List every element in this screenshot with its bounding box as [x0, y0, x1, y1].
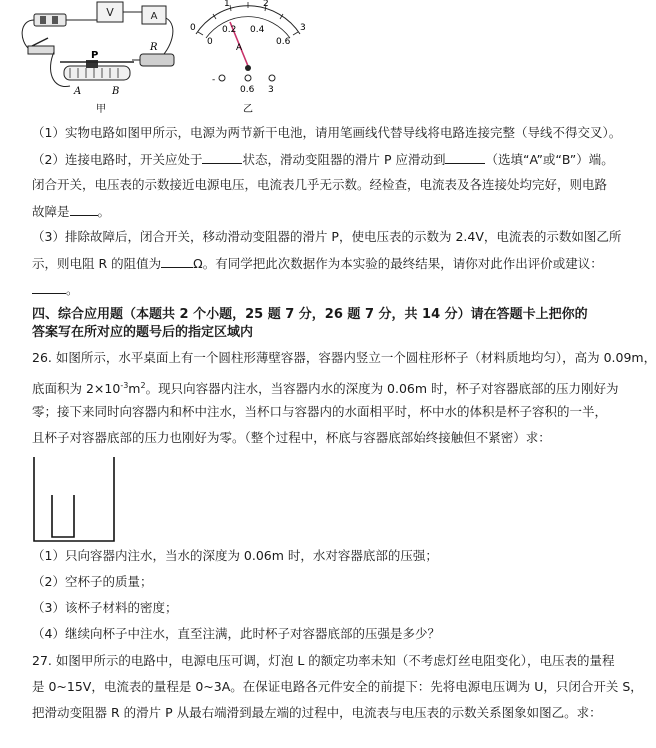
q3-line3-b: 。: [66, 282, 79, 297]
q2-text-c: （选填“A”或“B”）端。: [485, 152, 614, 167]
q3-line2: [32, 255, 603, 272]
q27-line1: 27. 如图甲所示的电路中，电源电压可调，灯泡 L 的额定功率未知（不考虑灯丝电阻变化），电压表的量程: [32, 653, 615, 668]
dial-top-0: 0: [190, 23, 196, 33]
battery-icon: [34, 14, 66, 26]
answer-blank-resistance[interactable]: [161, 255, 193, 268]
terminal-06: 0.6: [240, 85, 255, 95]
dial-top-2: 2: [263, 0, 269, 9]
q1-text: （1）实物电路如图甲所示，电源为两节新干电池，请用笔画线代替导线将电路连接完整（导线不得交叉）。: [32, 125, 622, 140]
q2-line3: [32, 203, 572, 220]
q26-line4: 且杯子对容器底部的压力也刚好为零。（整个过程中，杯底与容器底部始终接触但不紧密）求：: [32, 430, 551, 445]
q26-sub4: （4）继续向杯子中注水，直至注满，此时杯子对容器底部的压强是多少？: [32, 626, 440, 641]
q26-line2-exp2: 2: [140, 381, 146, 390]
dial-bottom-02: 0.2: [222, 25, 237, 35]
q26-line2-c: 。现只向容器内注水，当容器内水的深度为 0.06m 时，杯子对容器底部的压力刚好为: [145, 381, 619, 397]
q26-line1: 26. 如图所示，水平桌面上有一个圆柱形薄壁容器，容器内竖立一个圆柱形杯子（材料质地均匀），高为 0.09m，: [32, 350, 656, 365]
q2-line3-b: 。: [97, 204, 111, 219]
answer-blank-switch[interactable]: [202, 151, 242, 164]
dial-top-3: 3: [300, 23, 306, 33]
cup-icon: [52, 495, 74, 537]
q26-sub2: （2）空杯子的质量；: [32, 574, 153, 589]
rheostat-icon: [60, 60, 134, 80]
label-B-rheostat: B: [112, 86, 120, 97]
switch-icon: [28, 38, 54, 54]
q26-line3: 零；接下来同时向容器内和杯中注水，当杯口与容器内的水面相平时，杯中水的体积是杯子容积的一半，: [32, 404, 608, 419]
q26-sub3: （3）该杯子材料的密度；: [32, 600, 178, 615]
section4-heading-line2: 答案写在所对应的题号后的指定区域内: [32, 325, 254, 340]
q26-line2: [32, 378, 619, 397]
svg-text:V: V: [106, 6, 114, 19]
container-cup-figure: [30, 455, 120, 545]
q27-line3: 把滑动变阻器 R 的滑片 P 从最右端滑到最左端的过程中，电流表与电压表的示数关系图象如图乙。求：: [32, 705, 602, 720]
label-R: R: [150, 42, 158, 53]
answer-blank-slider[interactable]: [445, 151, 485, 164]
section4-heading-line1: 四、综合应用题（本题共 2 个小题，25 题 7 分，26 题 7 分，共 14 分）请在答题卡上把你的: [32, 307, 588, 322]
q2-text-b: 状态，滑动变阻器的滑片 P 应滑动到: [242, 152, 446, 167]
dial-bottom-06: 0.6: [276, 37, 291, 47]
q2-text-a: （2）连接电路时，开关应处于: [32, 152, 203, 167]
q26-line2-a: 底面积为 2×10: [32, 381, 121, 397]
ammeter-terminals: [219, 75, 275, 81]
q3-line3: [32, 281, 572, 298]
terminal-minus: -: [212, 75, 216, 85]
q27-line2: 是 0~15V，电流表的量程是 0~3A。在保证电路各元件安全的前提下：先将电源电压调为 U，只闭合开关 S，: [32, 679, 643, 694]
dial-bottom-0: 0: [207, 37, 213, 47]
answer-blank-fault[interactable]: [70, 203, 98, 216]
ammeter-small-icon: [142, 6, 166, 24]
circuit-figure: [0, 0, 592, 120]
resistor-icon: [132, 54, 174, 66]
voltmeter-icon: [97, 2, 123, 22]
figure-label-jia: 甲: [96, 104, 106, 115]
q2-line3-a: 故障是: [32, 204, 70, 219]
q3-line1: （3）排除故障后，闭合开关，移动滑动变阻器的滑片 P，使电压表的示数为 2.4V，电流表的示数如图乙所: [32, 229, 622, 244]
figure-label-yi: 乙: [243, 104, 253, 115]
dial-needle-label: A: [236, 43, 243, 53]
q3-line2-b: Ω。有同学把此次数据作为本实验的最终结果，请你对此作出评价或建议：: [193, 256, 603, 271]
label-P: P: [91, 50, 99, 61]
label-A-rheostat: A: [74, 86, 82, 97]
q3-line2-a: 示，则电阻 R 的阻值为: [32, 256, 162, 271]
q26-line2-b: m: [128, 381, 141, 397]
q26-line2-exp: -3: [120, 381, 129, 390]
answer-blank-evaluation[interactable]: [32, 281, 66, 294]
q2-line2: 闭合开关，电压表的示数接近电源电压，电流表几乎无示数。经检查，电流表及各连接处均完好，则电路: [32, 177, 608, 192]
terminal-3: 3: [268, 85, 274, 95]
q26-sub1: （1）只向容器内注水，当水的深度为 0.06m 时，水对容器底部的压强；: [32, 548, 438, 563]
dial-top-1: 1: [224, 0, 230, 9]
q2-line1: [32, 151, 614, 168]
dial-bottom-04: 0.4: [250, 25, 265, 35]
svg-text:A: A: [150, 11, 158, 22]
